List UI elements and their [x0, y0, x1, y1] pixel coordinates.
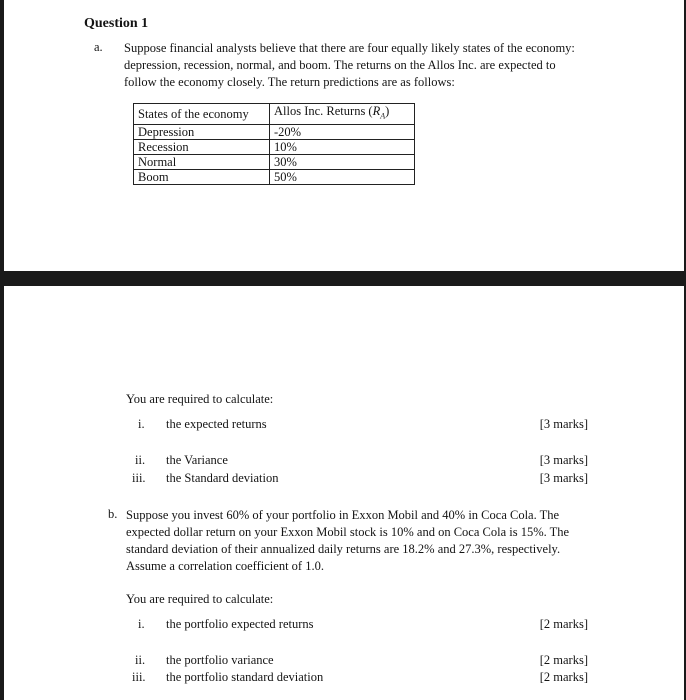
table-header-return-sub: A	[380, 111, 386, 121]
table-row	[134, 154, 415, 169]
table-cell-return: 50%	[270, 169, 415, 184]
table-header-row	[134, 104, 415, 125]
part-b-item-numeral: i.	[138, 617, 145, 631]
part-b-item-text: the portfolio expected returns	[166, 617, 314, 631]
part-b-text: Suppose you invest 60% of your portfolio in Exxon Mobil and 40% in Coca Cola. The expected dollar return on your Exxon Mobil stock is 10% and on Coca Cola is 15%. The standard deviation of their annualized daily returns are 18.2% and 27.3%, respectively. Assume a correlation coefficient of 1.0.	[126, 508, 570, 573]
part-b-item-numeral: ii.	[135, 653, 146, 667]
table-header-return-main: Allos Inc. Returns (	[274, 104, 373, 118]
part-a-item-text: the Variance	[166, 453, 228, 467]
table-header-return-var: R	[372, 104, 381, 118]
question-title: Question 1	[84, 16, 149, 31]
part-a-item-numeral: i.	[138, 417, 145, 431]
table-header-return	[270, 104, 415, 125]
part-b-item-numeral: iii.	[132, 670, 146, 684]
table-row	[134, 139, 415, 154]
part-b-item-marks: [2 marks]	[539, 670, 588, 684]
table-cell-state: Boom	[134, 169, 270, 184]
table-row	[134, 169, 415, 184]
part-b-item-marks: [2 marks]	[539, 617, 588, 631]
part-b-required-label: You are required to calculate:	[126, 592, 274, 606]
part-b-item-text: the portfolio standard deviation	[166, 670, 324, 684]
part-a-required-label: You are required to calculate:	[126, 392, 274, 406]
table-cell-state: Normal	[134, 154, 270, 169]
table-header-return-end: )	[385, 104, 390, 118]
page-bottom	[4, 286, 684, 700]
page-top	[4, 0, 684, 271]
part-a-item-marks: [3 marks]	[539, 417, 588, 431]
part-a-item-marks: [3 marks]	[539, 471, 588, 485]
part-a-item-numeral: iii.	[132, 471, 146, 485]
table-row	[134, 124, 415, 139]
part-a-text: Suppose financial analysts believe that there are four equally likely states of the economy: depression, recession, normal, and boom. The returns on the Allos Inc. are expected to follow the economy closely. The return predictions are as follows:	[124, 41, 575, 89]
table-header-state: States of the economy	[134, 104, 270, 125]
part-b-label: b.	[108, 507, 118, 521]
part-b-item-marks: [2 marks]	[539, 653, 588, 667]
table-cell-return: 30%	[270, 154, 415, 169]
part-a-item-text: the expected returns	[166, 417, 267, 431]
part-a-item-text: the Standard deviation	[166, 471, 279, 485]
table-cell-return: -20%	[270, 124, 415, 139]
table-cell-return: 10%	[270, 139, 415, 154]
table-cell-state: Depression	[134, 124, 270, 139]
part-a-item-numeral: ii.	[135, 453, 146, 467]
returns-table	[133, 103, 415, 185]
part-a-item-marks: [3 marks]	[539, 453, 588, 467]
table-cell-state: Recession	[134, 139, 270, 154]
part-a-label: a.	[94, 40, 103, 54]
part-b-item-text: the portfolio variance	[166, 653, 274, 667]
